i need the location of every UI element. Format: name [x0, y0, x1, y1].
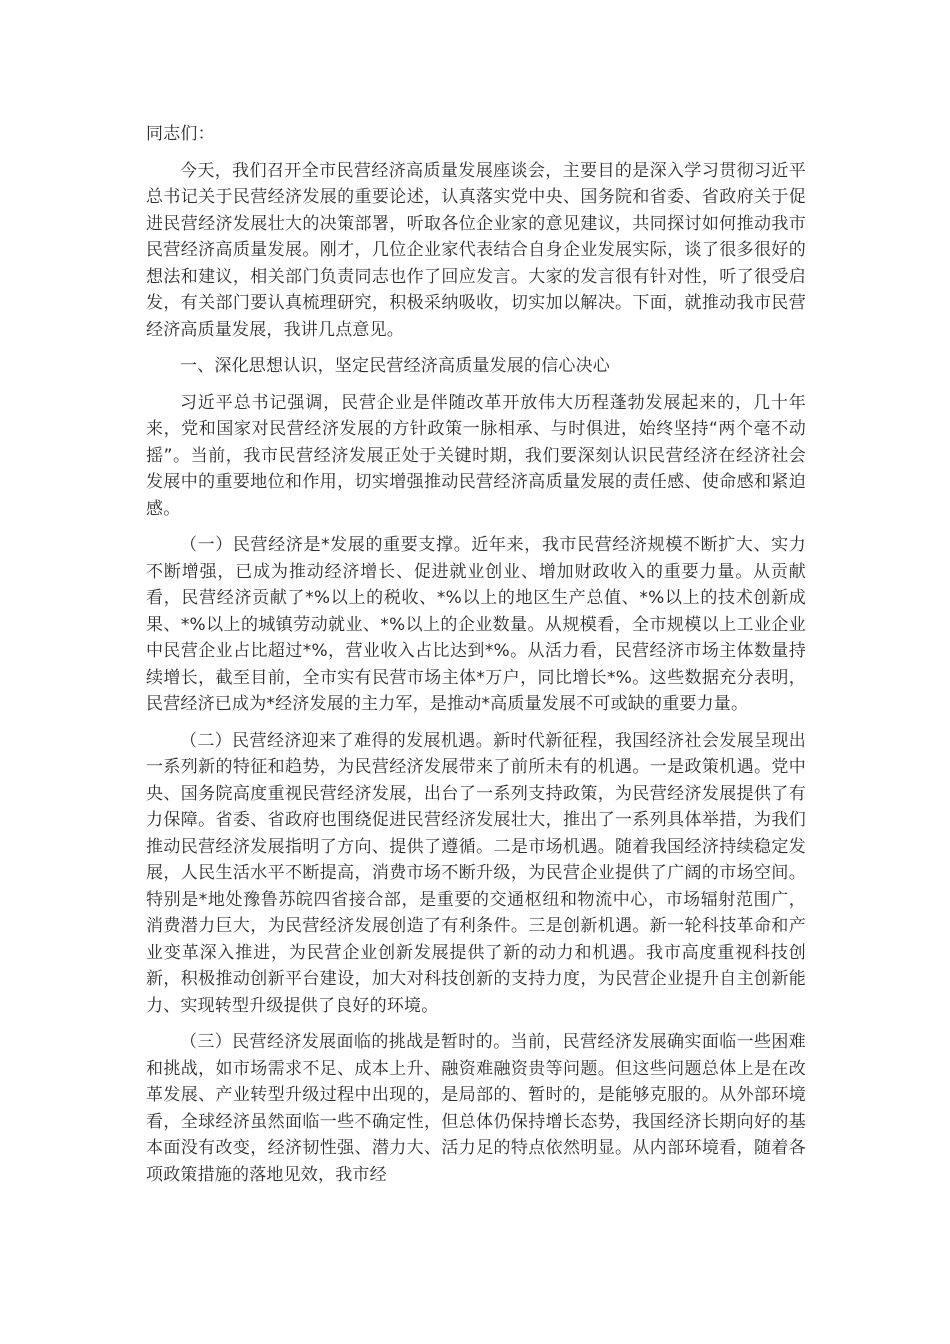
paragraph-point-1: （一）民营经济是*发展的重要支撑。近年来，我市民营经济规模不断扩大、实力不断增强，已成为推动经济增长、促进就业创业、增加财政收入的重要力量。从贡献看，民营经济贡献了*%以上的税收、*%以上的地区生产总值、*%以上的技术创新成果、*%以上的城镇劳动就业、*%以上的企业数量。从规模看，全市规模以上工业企业中民营企业占比超过*%，营业收入占比达到*%。从活力看，民营经济市场主体数量持续增长，截至目前，全市实有民营市场主体*万户，同比增长*%。这些数据充分表明，民营经济已成为*经济发展的主力军，是推动*高质量发展不可或缺的重要力量。: [146, 535, 806, 714]
salutation: 同志们：: [146, 124, 215, 144]
paragraph-intro: 今天，我们召开全市民营经济高质量发展座谈会，主要目的是深入学习贯彻习近平总书记关于民营经济发展的重要论述，认真落实党中央、国务院和省委、省政府关于促进民营经济发展壮大的决策部署，听取各位企业家的意见建议，共同探讨如何推动我市民营经济高质量发展。刚才，几位企业家代表结合自身企业发展实际，谈了很多很好的想法和建议，相关部门负责同志也作了回应发言。大家的发言很有针对性，听了很受启发，有关部门要认真梳理研究，积极采纳吸收，切实加以解决。下面，就推动我市民营经济高质量发展，我讲几点意见。: [146, 160, 806, 340]
paragraph-section-1-intro: 习近平总书记强调，民营企业是伴随改革开放伟大历程蓬勃发展起来的，几十年来，党和国家对民营经济发展的方针政策一脉相承、与时俱进，始终坚持“两个毫不动摇”。当前，我市民营经济发展正处于关键时期，我们要深刻认识民营经济在经济社会发展中的重要地位和作用，切实增强推动民营经济高质量发展的责任感、使命感和紧迫感。: [146, 392, 806, 519]
document-page: [146, 121, 806, 1198]
paragraph-point-3: （三）民营经济发展面临的挑战是暂时的。当前，民营经济发展确实面临一些困难和挑战，如市场需求不足、成本上升、融资难融资贵等问题。但这些问题总体上是在改革发展、产业转型升级过程中出现的，是局部的、暂时的，是能够克服的。从外部环境看，全球经济虽然面临一些不确定性，但总体仍保持增长态势，我国经济长期向好的基本面没有改变，经济韧性强、潜力大、活力足的特点依然明显。从内部环境看，随着各项政策措施的落地见效，我市经: [146, 1032, 806, 1185]
section-heading-1: 一、深化思想认识，坚定民营经济高质量发展的信心决心: [180, 356, 610, 376]
paragraph-point-2: （二）民营经济迎来了难得的发展机遇。新时代新征程，我国经济社会发展呈现出一系列新的特征和趋势，为民营经济发展带来了前所未有的机遇。一是政策机遇。党中央、国务院高度重视民营经济发展，出台了一系列支持政策，为民营经济发展提供了有力保障。省委、省政府也围绕促进民营经济发展壮大，推出了一系列具体举措，为我们推动民营经济发展指明了方向、提供了遵循。二是市场机遇。随着我国经济持续稳定发展，人民生活水平不断提高，消费市场不断升级，为民营企业提供了广阔的市场空间。特别是*地处豫鲁苏皖四省接合部，是重要的交通枢纽和物流中心，市场辐射范围广，消费潜力巨大，为民营经济发展创造了有利条件。三是创新机遇。新一轮科技革命和产业变革深入推进，为民营企业创新发展提供了新的动力和机遇。我市高度重视科技创新，积极推动创新平台建设，加大对科技创新的支持力度，为民营企业提升自主创新能力、实现转型升级提供了良好的环境。: [146, 730, 806, 1016]
